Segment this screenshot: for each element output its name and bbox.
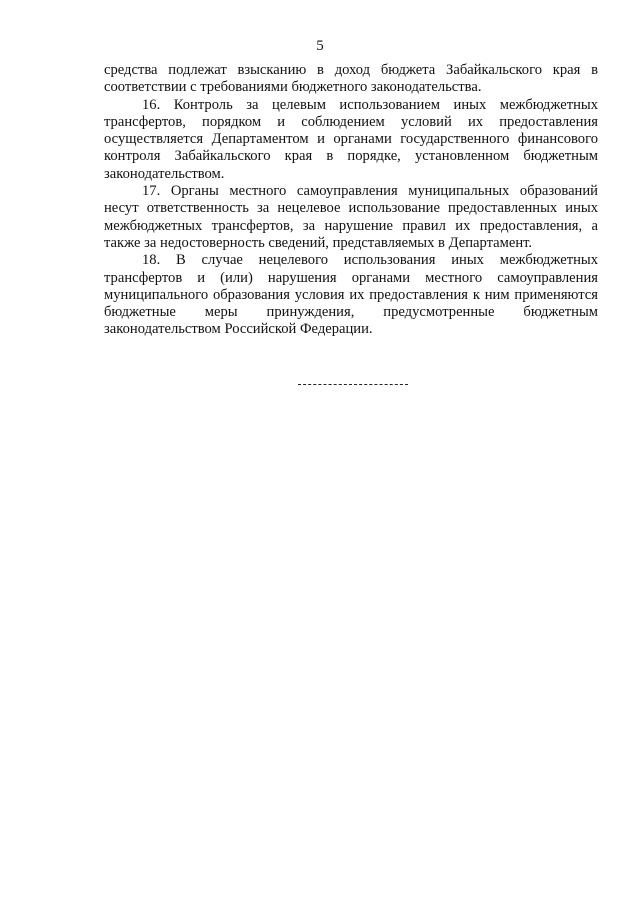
paragraph-item-16: 16. Контроль за целевым использованием иных межбюджетных трансфертов, порядком и соблюдением условий их предоставления осуществляется Департаментом и органами государственного финансового контроля Забайкальского края в порядке, установленном бюджетным законодательством. (104, 96, 598, 182)
document-body (104, 62, 598, 339)
page-number: 5 (316, 38, 324, 54)
paragraph-item-18: 18. В случае нецелевого использования иных межбюджетных трансфертов и (или) нарушения органами местного самоуправления муниципального образования условия их предоставления к ним применяются бюджетные меры принуждения, предусмотренные бюджетным законодательством Российской Федерации. (104, 252, 598, 338)
end-separator-line (298, 384, 408, 385)
paragraph-continuation: средства подлежат взысканию в доход бюджета Забайкальского края в соответствии с требованиями бюджетного законодательства. (104, 62, 598, 96)
paragraph-item-17: 17. Органы местного самоуправления муниципальных образований несут ответственность за нецелевое использование предоставленных иных межбюджетных трансфертов, за нарушение правил их предоставления, а также за недостоверность сведений, представляемых в Департамент. (104, 183, 598, 251)
